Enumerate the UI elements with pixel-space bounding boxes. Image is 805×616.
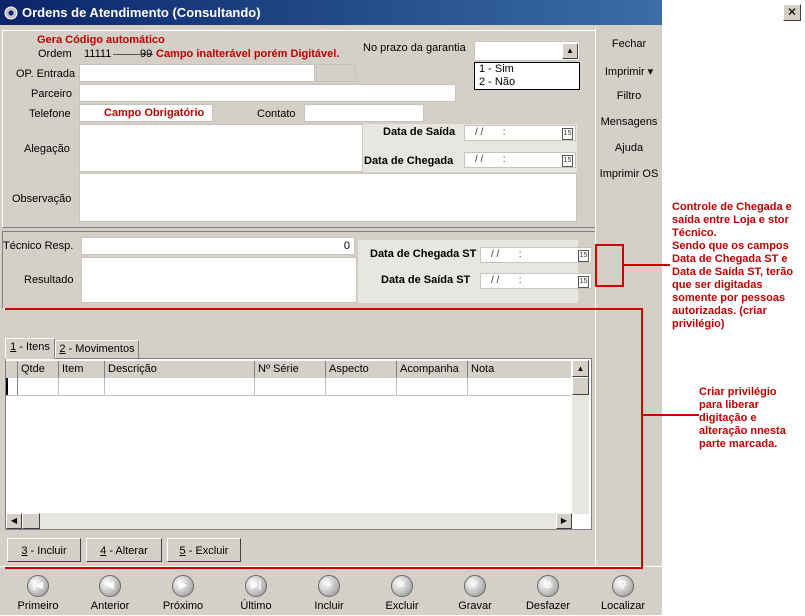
contato-field[interactable]: [304, 104, 424, 122]
title-bar: [0, 0, 662, 25]
annotation-line: somente por pessoas: [672, 292, 786, 304]
grid-row-dividers: [325, 378, 326, 395]
incluir-button[interactable]: [294, 569, 364, 612]
ordem-note: Campo inalterável porém Digitável.: [156, 48, 340, 60]
st-pointer-line: [623, 264, 670, 266]
calendar-icon[interactable]: 15: [562, 128, 573, 140]
resultado-label: Resultado: [24, 274, 74, 286]
tecnico-field[interactable]: [81, 237, 355, 255]
next-icon: ▶: [172, 575, 194, 597]
data-saida-value: / / :: [475, 127, 506, 138]
incluir-item-key: 3: [21, 545, 28, 557]
annotation-line: Data de Chegada ST e: [672, 253, 788, 265]
scroll-left-icon[interactable]: ◀: [6, 513, 22, 529]
telefone-note: Campo Obrigatório: [104, 107, 205, 119]
op-entrada-field[interactable]: [79, 64, 315, 82]
desfazer-button[interactable]: [513, 569, 583, 612]
mensagens-button[interactable]: Mensagens: [600, 116, 658, 128]
imprimir-button[interactable]: Imprimir ▾: [604, 66, 654, 78]
alegacao-label: Alegação: [24, 143, 70, 155]
ordem-label: Ordem: [38, 48, 72, 60]
data-saida-field[interactable]: [464, 125, 576, 141]
ultimo-label: Último: [240, 600, 272, 612]
incluir-item-label: - Incluir: [27, 545, 67, 557]
annotation-line: autorizadas. (criar: [672, 305, 767, 317]
alterar-item-key: 4: [100, 545, 107, 557]
proximo-button[interactable]: [148, 569, 218, 612]
ultimo-button[interactable]: [221, 569, 291, 612]
parceiro-label: Parceiro: [31, 88, 72, 100]
annotation-line: digitação e: [699, 412, 757, 424]
desfazer-label: Desfazer: [525, 600, 571, 612]
tab-itens-label: - Itens: [16, 341, 50, 353]
column-header-acompanha[interactable]: Acompanha: [397, 361, 468, 378]
grid-row-dividers: [467, 378, 468, 395]
tab-movimentos-key: 2: [59, 343, 66, 355]
annotation-line: alteração nnesta: [699, 425, 786, 437]
data-chegada-st-value: / / :: [491, 249, 522, 260]
anterior-label: Anterior: [90, 600, 130, 612]
calendar-icon[interactable]: 15: [578, 276, 589, 288]
alterar-item-button[interactable]: [86, 538, 162, 562]
data-saida-st-value: / / :: [491, 275, 522, 286]
grid-row-dividers: [254, 378, 255, 395]
column-header-numero-serie[interactable]: Nº Série: [255, 361, 326, 378]
localizar-button[interactable]: [588, 569, 658, 612]
ordem-value[interactable]: 11111: [84, 48, 112, 60]
excluir-label: Excluir: [385, 600, 419, 612]
grid-row-dividers: [104, 378, 105, 395]
observacao-label: Observação: [12, 193, 72, 205]
side-toolbar: [595, 28, 662, 566]
excluir-item-button[interactable]: [167, 538, 241, 562]
grid-header-indicator: [6, 361, 18, 378]
garantia-dropdown-list: [474, 62, 580, 90]
column-header-qtde[interactable]: Qtde: [18, 361, 59, 378]
ordem-suffix: 99: [140, 48, 153, 60]
tecnico-value: 0: [343, 240, 350, 252]
app-icon: [3, 4, 19, 20]
annotation-line: Sendo que os campos: [672, 240, 789, 252]
auto-code-note: Gera Código automático: [37, 34, 165, 46]
data-chegada-field[interactable]: [464, 152, 576, 168]
parceiro-field[interactable]: [79, 84, 456, 102]
scroll-right-icon[interactable]: ▶: [556, 513, 572, 529]
gravar-button[interactable]: [440, 569, 510, 612]
privilege-bracket-bottom: [5, 567, 643, 569]
checkmark-icon: ✓: [464, 575, 486, 597]
alegacao-field[interactable]: [79, 124, 363, 172]
column-header-item[interactable]: Item: [59, 361, 105, 378]
incluir-label: Incluir: [314, 600, 344, 612]
horizontal-scrollbar[interactable]: [6, 513, 572, 529]
garantia-select[interactable]: [474, 41, 580, 61]
excluir-button[interactable]: [367, 569, 437, 612]
tab-movimentos-label: - Movimentos: [65, 343, 135, 355]
garantia-option-nao[interactable]: 2 - Não: [479, 76, 516, 88]
previous-icon: ◀: [99, 575, 121, 597]
delete-icon: ✕: [391, 575, 413, 597]
filtro-button[interactable]: Filtro: [616, 90, 642, 102]
primeiro-label: Primeiro: [17, 600, 59, 612]
garantia-label: No prazo da garantia: [363, 42, 466, 54]
grid-row-dividers: [396, 378, 397, 395]
st-control-annotation: [672, 201, 793, 331]
annotation-line: que ser digitadas: [672, 279, 763, 291]
data-chegada-value: / / :: [475, 154, 506, 165]
st-bracket-bottom: [595, 285, 623, 287]
tab-movimentos[interactable]: [55, 340, 139, 359]
tecnico-label: Técnico Resp.: [3, 240, 74, 252]
st-bracket-left-vertical: [595, 244, 597, 287]
data-chegada-label: Data de Chegada: [364, 155, 454, 167]
tab-itens-key: 1: [10, 341, 17, 353]
column-header-nota[interactable]: Nota: [468, 361, 571, 378]
window-title: Ordens de Atendimento (Consultando): [22, 5, 261, 20]
contato-label: Contato: [257, 108, 296, 120]
scroll-h-thumb[interactable]: [22, 513, 40, 529]
grid-row[interactable]: [6, 378, 571, 396]
annotation-line: Criar privilégio: [699, 386, 777, 398]
plus-icon: +: [318, 575, 340, 597]
annotation-line: parte marcada.: [699, 438, 778, 450]
annotation-line: para liberar: [699, 399, 759, 411]
calendar-icon[interactable]: 15: [562, 155, 573, 167]
data-saida-st-field[interactable]: [480, 273, 592, 289]
annotation-line: Técnico.: [672, 227, 717, 239]
excluir-item-key: 5: [179, 545, 186, 557]
search-icon: ⚲: [612, 575, 634, 597]
annotation-line: Controle de Chegada e: [672, 201, 792, 213]
data-saida-st-label: Data de Saída ST: [381, 274, 471, 286]
annotation-line: Data de Saída ST, terão: [672, 266, 794, 278]
data-chegada-st-field[interactable]: [480, 247, 592, 263]
first-record-icon: |◀: [27, 575, 49, 597]
gravar-label: Gravar: [458, 600, 492, 612]
localizar-label: Localizar: [600, 600, 646, 612]
privilege-bracket-top: [5, 308, 643, 310]
op-entrada-label: OP. Entrada: [16, 68, 76, 80]
calendar-icon[interactable]: 15: [578, 250, 589, 262]
garantia-option-sim[interactable]: 1 - Sim: [479, 63, 514, 75]
close-button[interactable]: ✕: [783, 4, 801, 21]
column-header-descricao[interactable]: Descrição: [105, 361, 255, 378]
scroll-thumb[interactable]: [572, 377, 589, 395]
privilege-pointer-line: [643, 414, 699, 416]
data-chegada-st-label: Data de Chegada ST: [370, 248, 477, 260]
grid-row-dividers: [58, 378, 59, 395]
ajuda-button[interactable]: Ajuda: [614, 142, 644, 154]
proximo-label: Próximo: [162, 600, 204, 612]
alterar-item-label: - Alterar: [106, 545, 148, 557]
observacao-field[interactable]: [79, 173, 577, 222]
excluir-item-label: - Excluir: [185, 545, 229, 557]
last-record-icon: ▶|: [245, 575, 267, 597]
data-saida-label: Data de Saída: [383, 126, 456, 138]
imprimir-os-button[interactable]: Imprimir OS: [599, 168, 659, 180]
row-indicator: [6, 378, 18, 395]
incluir-item-button[interactable]: [7, 538, 81, 562]
chevron-down-icon[interactable]: ▲: [562, 43, 578, 59]
op-entrada-lookup-button[interactable]: [316, 64, 356, 82]
privilege-annotation: [699, 386, 786, 451]
st-bracket-top: [595, 244, 623, 246]
telefone-label: Telefone: [29, 108, 71, 120]
tab-itens[interactable]: [5, 338, 55, 359]
scroll-up-icon[interactable]: ▲: [572, 360, 589, 377]
primeiro-button[interactable]: [3, 569, 73, 612]
undo-icon: ⊘: [537, 575, 559, 597]
anterior-button[interactable]: [75, 569, 145, 612]
annotation-line: privilégio): [672, 318, 725, 330]
fechar-button[interactable]: Fechar: [611, 38, 647, 50]
privilege-bracket-right: [641, 308, 643, 569]
annotation-line: saída entre Loja e stor: [672, 214, 789, 226]
resultado-field[interactable]: [81, 257, 357, 303]
column-header-aspecto[interactable]: Aspecto: [326, 361, 397, 378]
